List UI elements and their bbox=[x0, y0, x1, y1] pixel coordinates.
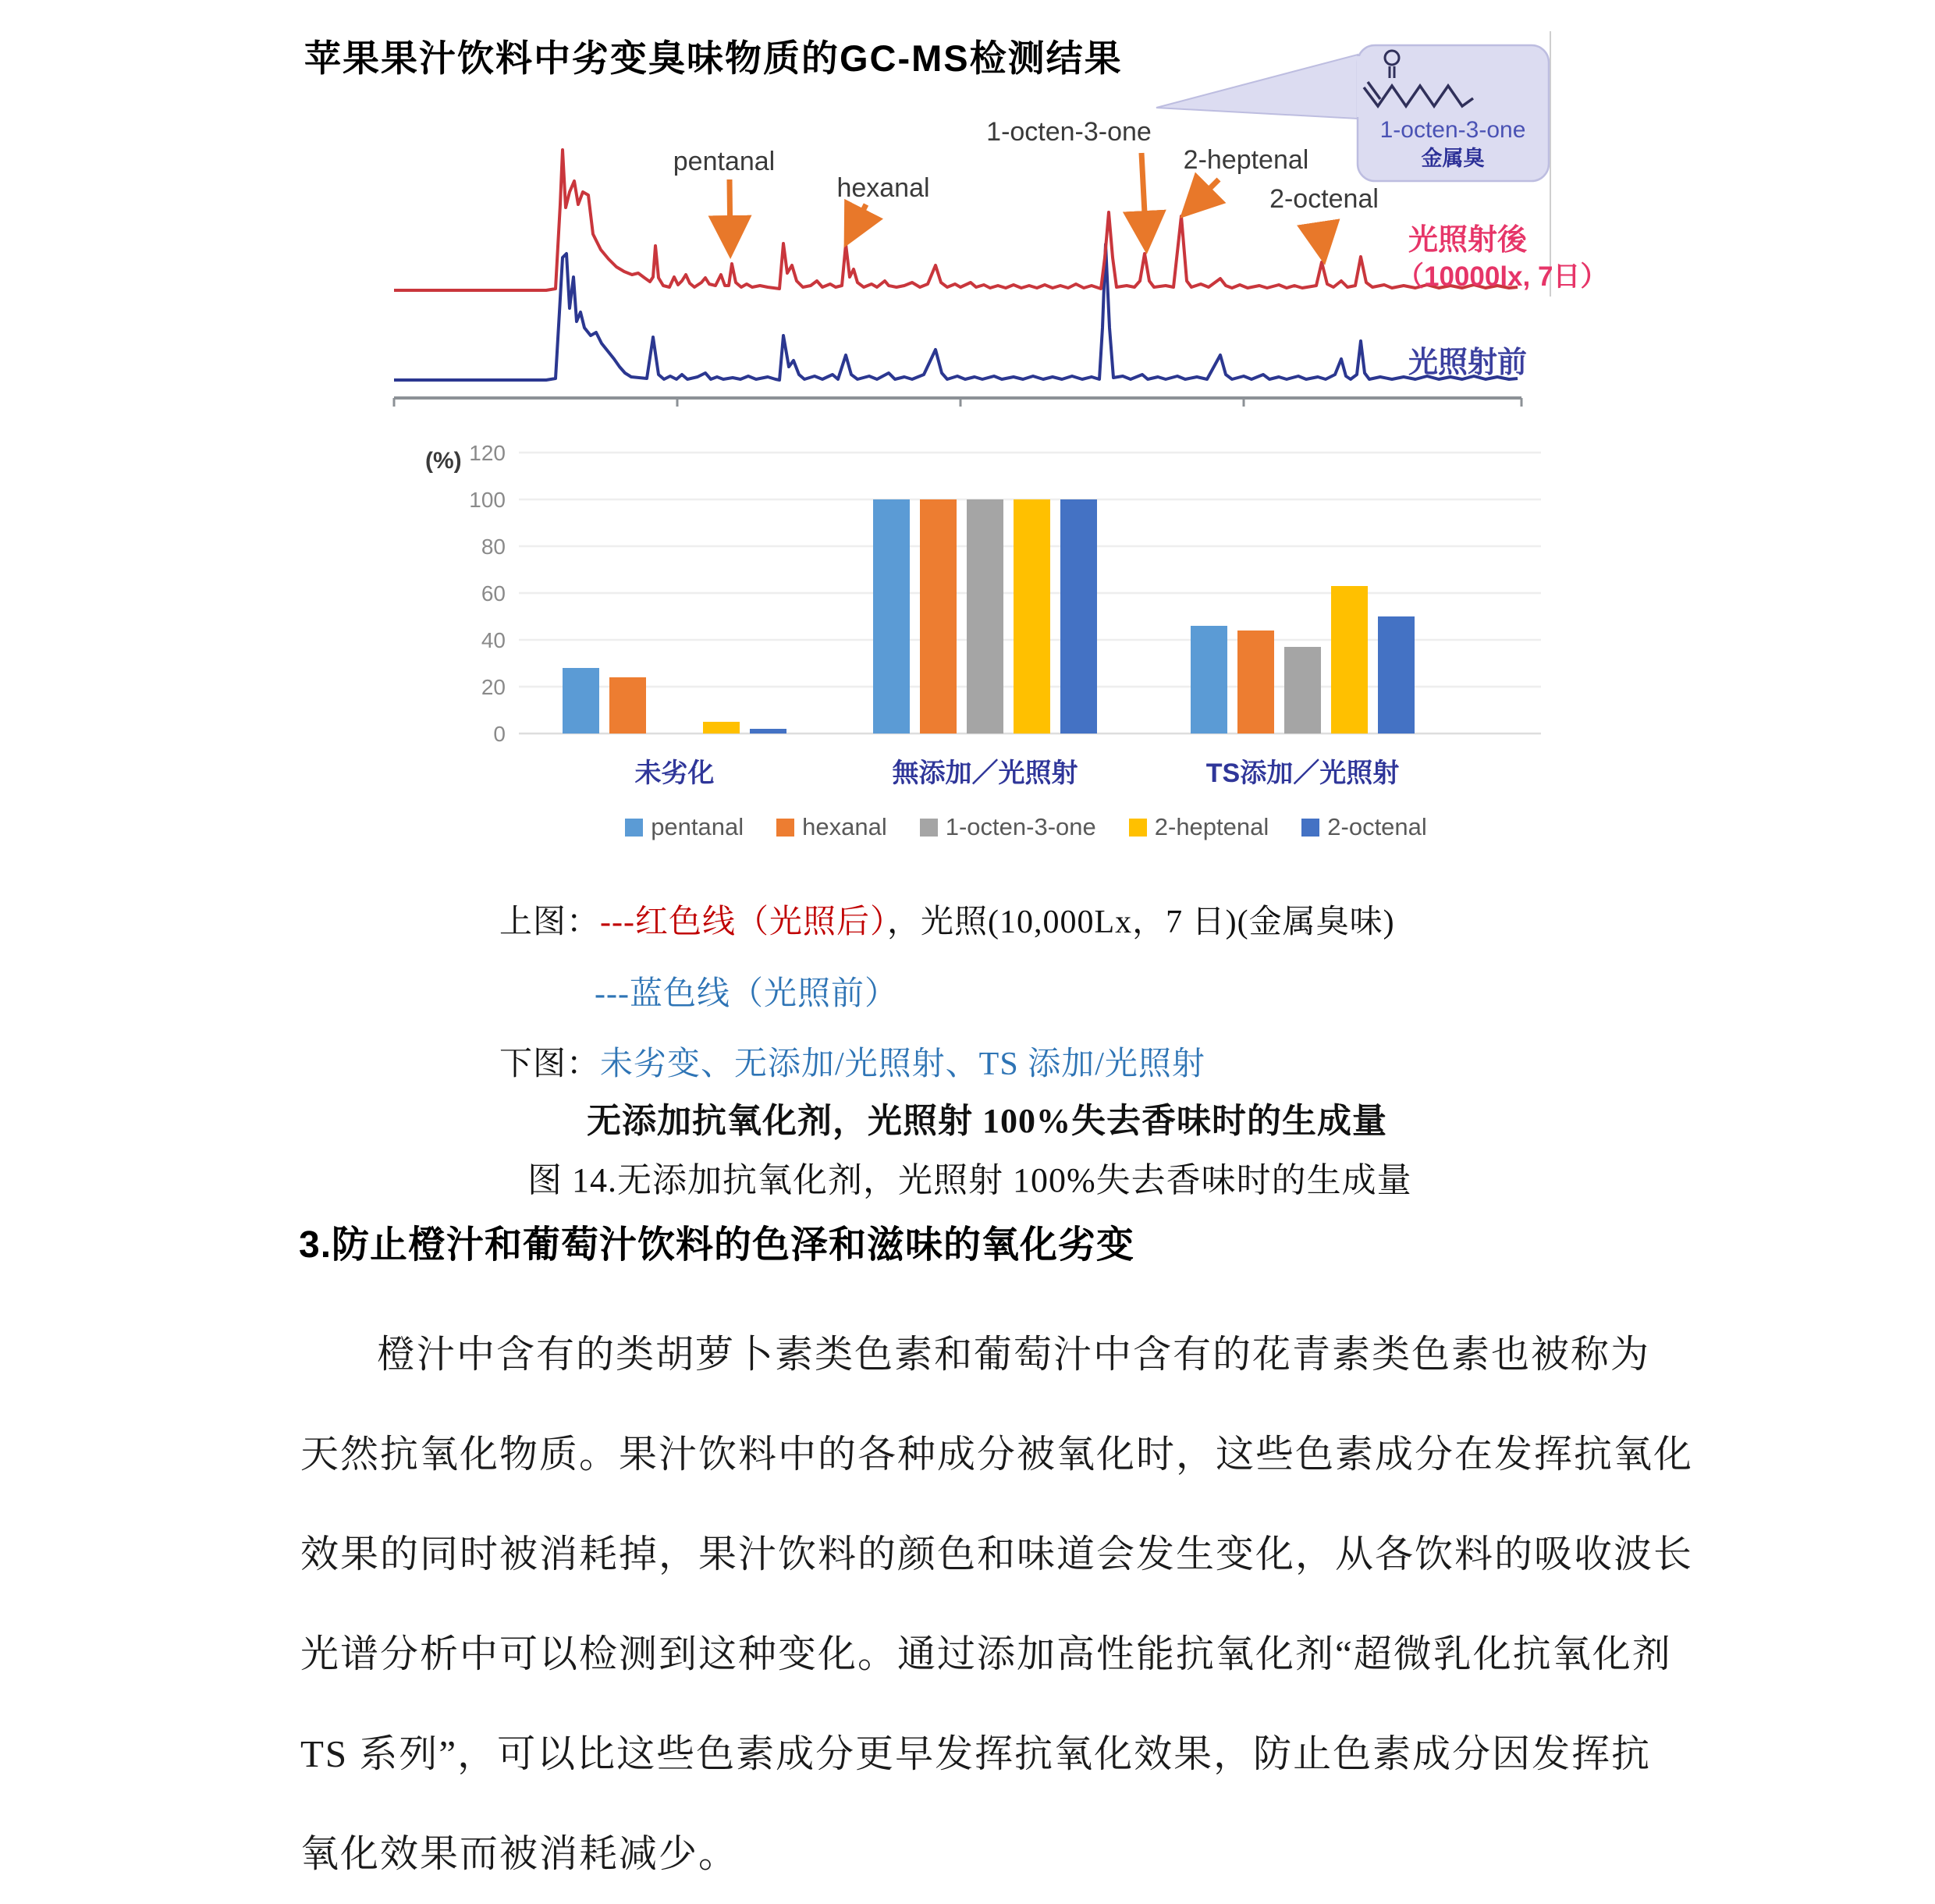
caption-segment: 下图： bbox=[499, 1046, 601, 1082]
legend-swatch-icon bbox=[920, 819, 938, 837]
body-line: 橙汁中含有的类胡萝卜素类色素和葡萄汁中含有的花青素类色素也被称为 bbox=[377, 1333, 1651, 1376]
body-line: 氧化效果而被消耗减少。 bbox=[300, 1832, 739, 1875]
peak-arrow-icon bbox=[1141, 153, 1146, 243]
callout-compound-name: 1-octen-3-one bbox=[1379, 117, 1526, 143]
caption-segment: ---红色线（光照后） bbox=[600, 904, 887, 940]
caption-segment: 未劣变、无添加/光照射、TS 添加/光照射 bbox=[600, 1046, 1205, 1082]
bar-2-octenal bbox=[1060, 499, 1097, 734]
y-tick-label: 0 bbox=[493, 722, 506, 746]
y-tick-label: 120 bbox=[469, 441, 506, 465]
bar-hexanal bbox=[1237, 631, 1274, 734]
body-paragraph bbox=[300, 1305, 1720, 1904]
legend-swatch-icon bbox=[1301, 819, 1319, 837]
peak-label: 2-heptenal bbox=[1183, 145, 1309, 175]
caption-note-bold: 无添加抗氧化剂，光照射 100%失去香味时的生成量 bbox=[587, 1102, 1387, 1140]
body-line: 光谱分析中可以检测到这种变化。通过添加高性能抗氧化剂“超微乳化抗氧化剂 bbox=[300, 1632, 1672, 1675]
bar-2-heptenal bbox=[1331, 586, 1368, 734]
y-tick-label: 80 bbox=[481, 535, 506, 559]
peak-arrow-icon bbox=[1319, 223, 1323, 254]
y-tick-label: 100 bbox=[469, 488, 506, 512]
callout-odor-name: 金属臭 bbox=[1421, 147, 1485, 170]
legend-swatch-icon bbox=[625, 819, 643, 837]
legend-swatch-icon bbox=[1129, 819, 1147, 837]
bar-pentanal bbox=[873, 499, 910, 734]
category-label: TS添加／光照射 bbox=[1205, 758, 1400, 788]
caption-segment: ---蓝色线（光照前） bbox=[595, 976, 898, 1012]
peak-label: hexanal bbox=[836, 173, 930, 203]
before-irradiation-trace bbox=[394, 244, 1518, 380]
caption-segment: 上图： bbox=[499, 904, 601, 940]
peak-label: pentanal bbox=[673, 147, 776, 176]
section-heading: 3.防止橙汁和葡萄汁饮料的色泽和滋味的氧化劣变 bbox=[299, 1224, 1135, 1266]
caption-top-figure-blue-line bbox=[595, 968, 898, 1014]
legend-item bbox=[1301, 813, 1427, 841]
legend-item bbox=[920, 813, 1096, 841]
callout-seam-patch bbox=[1357, 56, 1361, 117]
y-tick-label: 60 bbox=[481, 581, 506, 606]
peak-label: 2-octenal bbox=[1269, 184, 1379, 214]
caption-top-figure-red-line bbox=[499, 896, 1395, 943]
legend-item bbox=[1129, 813, 1269, 841]
bar-hexanal bbox=[920, 499, 957, 734]
bar-pentanal bbox=[563, 668, 599, 734]
caption-bottom-figure bbox=[499, 1038, 1205, 1085]
figure-title: 苹果果汁饮料中劣变臭味物质的GC-MS检测结果 bbox=[304, 37, 1123, 79]
peak-label: 1-octen-3-one bbox=[986, 117, 1152, 147]
after-irradiation-label: 光照射後 bbox=[1408, 224, 1528, 257]
y-tick-label: 20 bbox=[481, 675, 506, 699]
after-irradiation-condition-label: （10000lx, 7日） bbox=[1397, 261, 1608, 292]
body-line: 效果的同时被消耗掉，果汁饮料的颜色和味道会发生变化，从各饮料的吸收波长 bbox=[300, 1533, 1694, 1575]
y-tick-label: 40 bbox=[481, 628, 506, 652]
bar-1-octen-3-one bbox=[967, 499, 1003, 734]
figure-14-caption: 图 14.无添加抗氧化剂，光照射 100%失去香味时的生成量 bbox=[527, 1161, 1412, 1199]
before-irradiation-label: 光照射前 bbox=[1408, 346, 1528, 379]
legend-label: 2-octenal bbox=[1327, 813, 1427, 840]
bar-1-octen-3-one bbox=[1284, 647, 1321, 734]
bar-pentanal bbox=[1191, 626, 1227, 734]
legend-item bbox=[776, 813, 887, 841]
caption-segment: ，光照(10,000Lx，7 日)(金属臭味) bbox=[886, 904, 1395, 940]
category-label: 未劣化 bbox=[634, 758, 715, 788]
legend-label: hexanal bbox=[802, 813, 887, 840]
y-axis-unit-label: (%) bbox=[425, 448, 462, 474]
legend-label: pentanal bbox=[651, 813, 744, 840]
legend-item bbox=[625, 813, 744, 841]
legend-swatch-icon bbox=[776, 819, 794, 837]
body-line: 天然抗氧化物质。果汁饮料中的各种成分被氧化时，这些色素成分在发挥抗氧化 bbox=[300, 1433, 1694, 1476]
legend-label: 2-heptenal bbox=[1154, 813, 1269, 840]
bar-hexanal bbox=[609, 677, 646, 734]
bar-2-octenal bbox=[1378, 616, 1415, 734]
body-line: TS 系列”，可以比这些色素成分更早发挥抗氧化效果，防止色素成分因发挥抗 bbox=[300, 1732, 1652, 1775]
peak-arrow-icon bbox=[1188, 179, 1219, 211]
chart-legend bbox=[515, 808, 1537, 846]
bar-2-heptenal bbox=[703, 722, 740, 734]
category-label: 無添加／光照射 bbox=[892, 758, 1078, 788]
legend-label: 1-octen-3-one bbox=[945, 813, 1096, 840]
bar-2-octenal bbox=[750, 729, 786, 734]
callout-pointer bbox=[1156, 55, 1358, 119]
peak-arrow-icon bbox=[849, 204, 866, 238]
bar-2-heptenal bbox=[1014, 499, 1050, 734]
